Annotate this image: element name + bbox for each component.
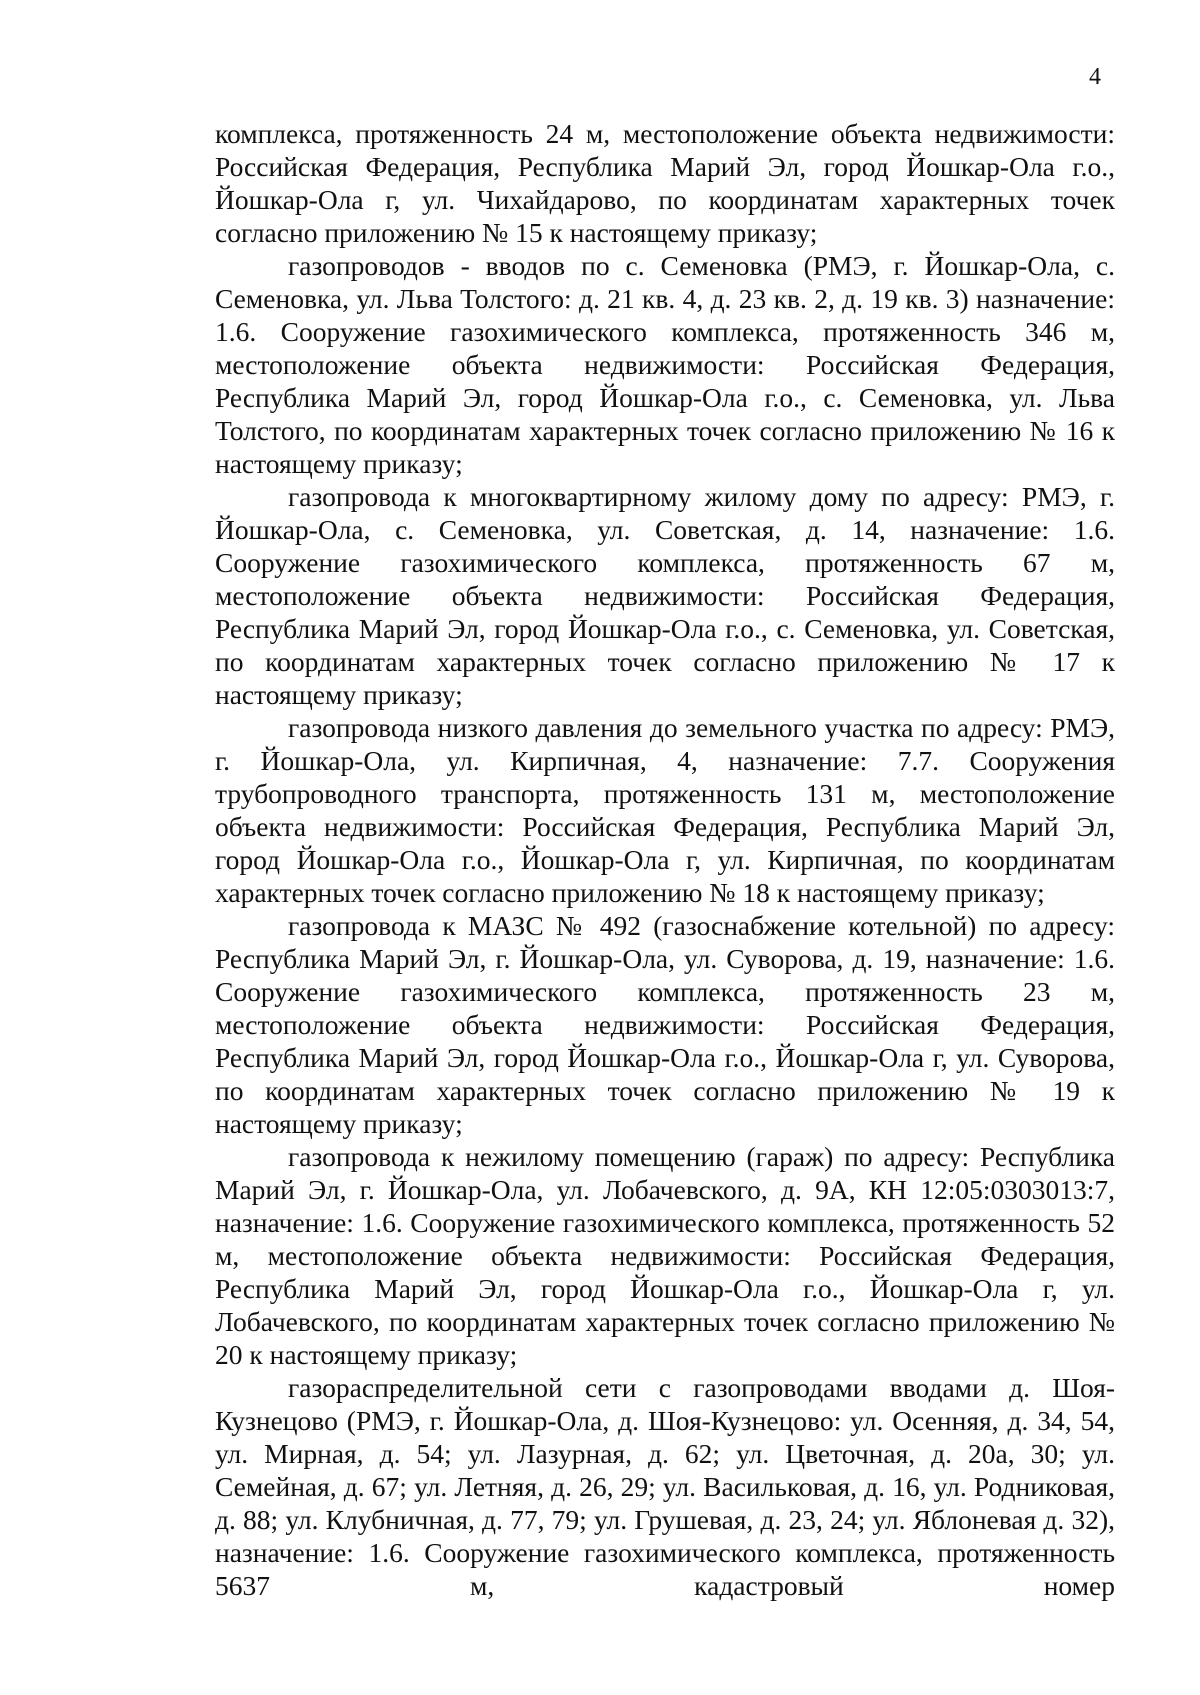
paragraph-1: комплекса, протяженность 24 м, местоположение объекта недвижимости: Российская Федерация, Республика Марий Эл, город Йошкар-Ола г.о., Йошкар-Ола г, ул. Чихайдарово, по координатам характерных точек согласно приложению № 15 к настоящему приказу; [215,118,1115,248]
page-number: 4 [1089,64,1101,90]
paragraph-6: газопровода к нежилому помещению (гараж) по адресу: Республика Марий Эл, г. Йошкар-Ола, ул. Лобачевского, д. 9А, КН 12:05:0303013:7, назначение: 1.6. Сооружение газохимического комплекса, протяженность 52 м, местоположение объекта недвижимости: Российская Федерация, Республика Марий Эл, город Йошкар-Ола г.о., Йошкар-Ола г, ул. Лобачевского, по координатам характерных точек согласно приложению № 20 к настоящему приказу; [215,1141,1115,1370]
paragraph-4: газопровода низкого давления до земельного участка по адресу: РМЭ, г. Йошкар-Ола, ул. Кирпичная, 4, назначение: 7.7. Сооружения трубопроводного транспорта, протяженность 131 м, местоположение объекта недвижимости: Российская Федерация, Республика Марий Эл, город Йошкар-Ола г.о., Йошкар-Ола г, ул. Кирпичная, по координатам характерных точек согласно приложению № 18 к настоящему приказу; [215,712,1115,908]
paragraph-3: газопровода к многоквартирному жилому дому по адресу: РМЭ, г. Йошкар-Ола, с. Семеновка, ул. Советская, д. 14, назначение: 1.6. Сооружение газохимического комплекса, протяженность 67 м, местоположение объекта недвижимости: Российская Федерация, Республика Марий Эл, город Йошкар-Ола г.о., с. Семеновка, ул. Советская, по координатам характерных точек согласно приложению № 17 к настоящему приказу; [215,481,1115,710]
paragraph-7: газораспределительной сети с газопроводами вводами д. Шоя-Кузнецово (РМЭ, г. Йошкар-Ола, д. Шоя-Кузнецово: ул. Осенняя, д. 34, 54, ул. Мирная, д. 54; ул. Лазурная, д. 62; ул. Цветочная, д. 20а, 30; ул. Семейная, д. 67; ул. Летняя, д. 26, 29; ул. Васильковая, д. 16, ул. Родниковая, д. 88; ул. Клубничная, д. 77, 79; ул. Грушевая, д. 23, 24; ул. Яблоневая д. 32), назначение: 1.6. Сооружение газохимического комплекса, протяженность 5637 м, кадастровый номер [215,1372,1115,1601]
paragraph-2: газопроводов - вводов по с. Семеновка (РМЭ, г. Йошкар-Ола, с. Семеновка, ул. Льва Толстого: д. 21 кв. 4, д. 23 кв. 2, д. 19 кв. 3) назначение: 1.6. Сооружение газохимического комплекса, протяженность 346 м, местоположение объекта недвижимости: Российская Федерация, Республика Марий Эл, город Йошкар-Ола г.о., с. Семеновка, ул. Льва Толстого, по координатам характерных точек согласно приложению № 16 к настоящему приказу; [215,250,1115,479]
document-body [215,117,1115,1602]
paragraph-5: газопровода к МАЗС № 492 (газоснабжение котельной) по адресу: Республика Марий Эл, г. Йошкар-Ола, ул. Суворова, д. 19, назначение: 1.6. Сооружение газохимического комплекса, протяженность 23 м, местоположение объекта недвижимости: Российская Федерация, Республика Марий Эл, город Йошкар-Ола г.о., Йошкар-Ола г, ул. Суворова, по координатам характерных точек согласно приложению № 19 к настоящему приказу; [215,910,1115,1139]
